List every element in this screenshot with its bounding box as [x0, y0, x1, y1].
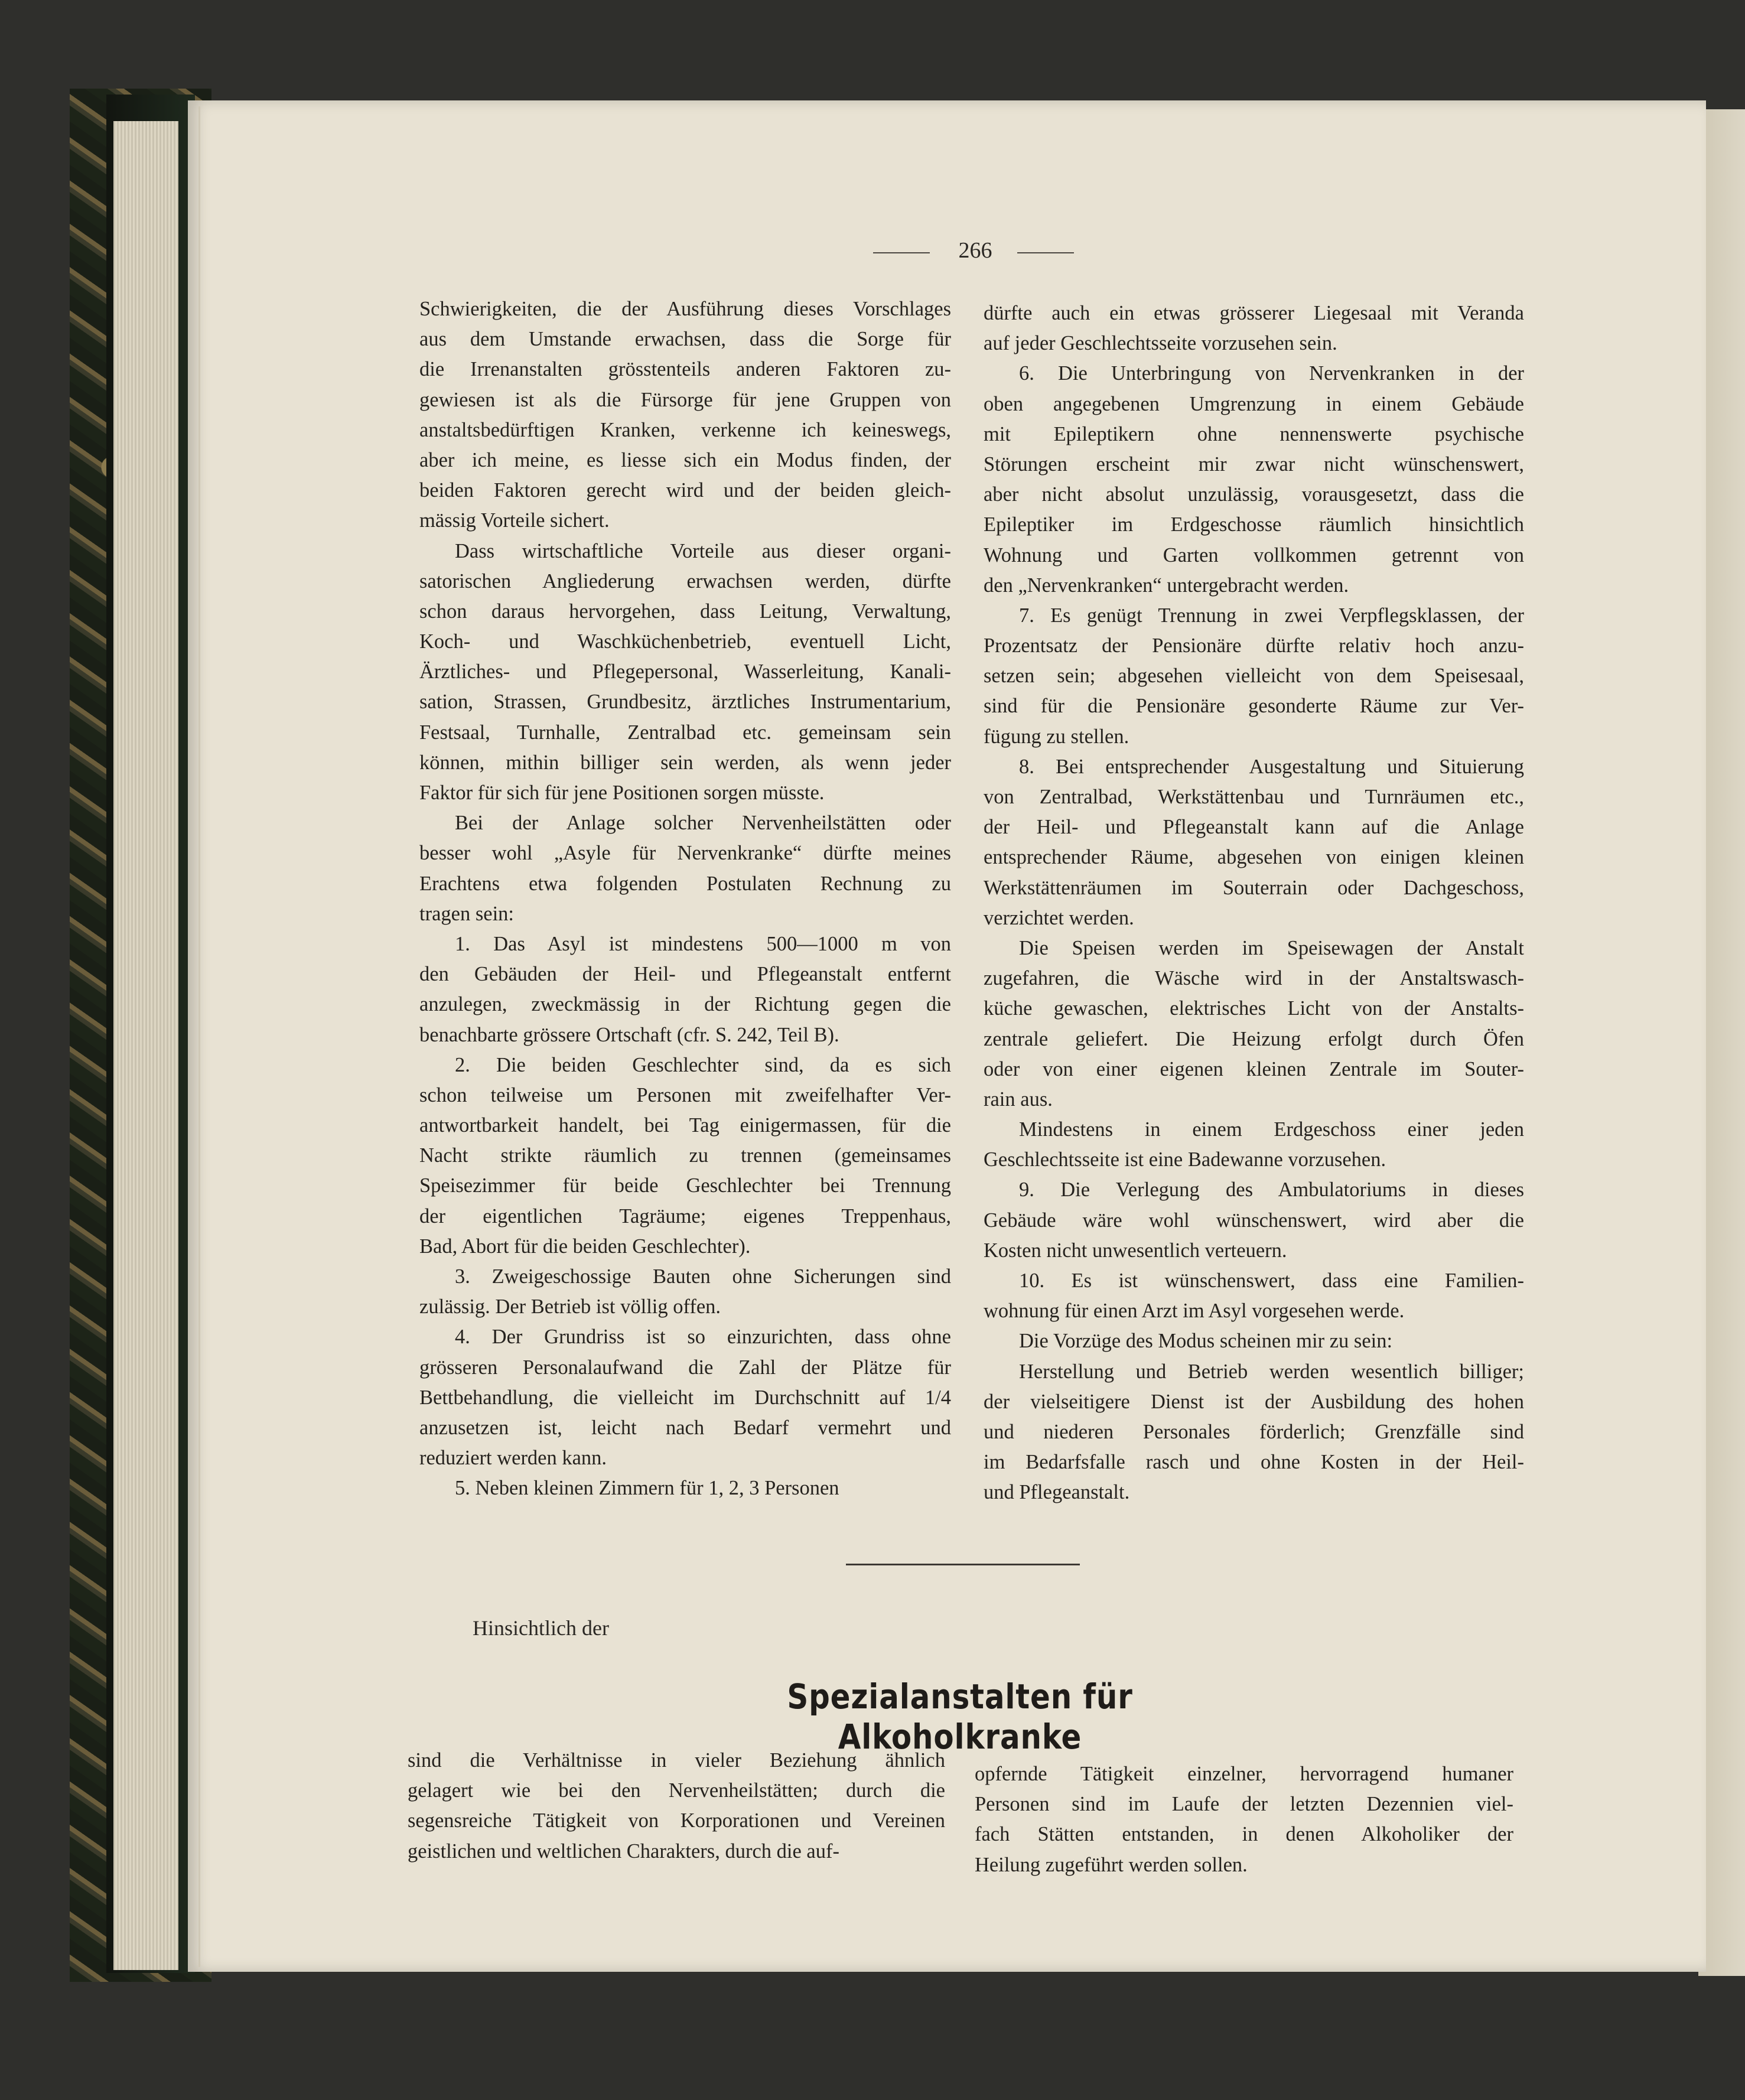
text-line: Erachtens etwa folgenden Postulaten Rechnung zu — [419, 872, 951, 895]
text-line: anzusetzen ist, leicht nach Bedarf vermehrt und — [419, 1416, 951, 1439]
text-line: gewiesen ist als die Fürsorge für jene Gruppen von — [419, 388, 951, 411]
text-line: Festsaal, Turnhalle, Zentralbad etc. gemeinsam sein — [419, 721, 951, 744]
text-line: satorischen Angliederung erwachsen werden, dürfte — [419, 569, 951, 592]
text-line: Geschlechtsseite ist eine Badewanne vorzusehen. — [984, 1148, 1386, 1171]
text-line: Bei der Anlage solcher Nervenheilstätten oder — [455, 812, 951, 835]
text-line: 7. Es genügt Trennung in zwei Verpflegsklassen, der — [1019, 604, 1524, 627]
section-heading: Spezialanstalten für Alkoholkranke — [787, 1676, 1133, 1757]
section-divider — [846, 1564, 1080, 1565]
text-line: sation, Strassen, Grundbesitz, ärztliches Instrumentarium, — [419, 691, 951, 714]
text-column-right — [984, 298, 1524, 1508]
text-line: besser wohl „Asyle für Nervenkranke“ dürfte meines — [419, 842, 951, 865]
text-line: grösseren Personalaufwand die Zahl der Plätze für — [419, 1356, 951, 1379]
text-line: segensreiche Tätigkeit von Korporationen und Vereinen — [408, 1809, 945, 1832]
text-column-left — [419, 294, 951, 1504]
page-number-rule-right — [1017, 252, 1074, 253]
text-line: Herstellung und Betrieb werden wesentlich billiger; — [1019, 1360, 1524, 1383]
text-line: der vielseitigere Dienst ist der Ausbildung des hohen — [984, 1390, 1524, 1413]
text-line: gelagert wie bei den Nervenheilstätten; durch die — [408, 1779, 945, 1802]
text-line: Nacht strikte räumlich zu trennen (gemeinsames — [419, 1144, 951, 1167]
text-line: 8. Bei entsprechender Ausgestaltung und Situierung — [1019, 755, 1524, 778]
page-number-rule-left — [873, 252, 930, 253]
text-line: im Bedarfsfalle rasch und ohne Kosten in der Heil- — [984, 1451, 1524, 1474]
page-stack-edge — [113, 121, 178, 1970]
text-line: aber ich meine, es liesse sich ein Modus finden, der — [419, 448, 951, 471]
text-line: Kosten nicht unwesentlich verteuern. — [984, 1239, 1287, 1262]
text-line: Schwierigkeiten, die der Ausführung dieses Vorschlages — [419, 298, 951, 320]
text-line: mit Epileptikern ohne nennenswerte psychische — [984, 422, 1524, 445]
text-line: beiden Faktoren gerecht wird und der beiden gleich- — [419, 479, 951, 502]
text-line: fach Stätten entstanden, in denen Alkoholiker der — [975, 1823, 1513, 1846]
text-line: 3. Zweigeschossige Bauten ohne Sicherungen sind — [455, 1265, 951, 1288]
text-line: zugefahren, die Wäsche wird in der Anstaltswasch- — [984, 967, 1524, 990]
text-line: Störungen erscheint mir zwar nicht wünschenswert, — [984, 452, 1524, 476]
text-column-left-lower — [408, 1746, 945, 1867]
text-line: wohnung für einen Arzt im Asyl vorgesehen werde. — [984, 1300, 1405, 1323]
text-line: 2. Die beiden Geschlechter sind, da es sich — [455, 1053, 951, 1076]
text-line: den Gebäuden der Heil- und Pflegeanstalt entfernt — [419, 963, 951, 986]
text-line: 9. Die Verlegung des Ambulatoriums in dieses — [1019, 1178, 1524, 1202]
text-line: 4. Der Grundriss ist so einzurichten, dass ohne — [455, 1326, 951, 1349]
text-line: geistlichen und weltlichen Charakters, durch die auf- — [408, 1839, 839, 1863]
text-line: 10. Es ist wünschenswert, dass eine Familien- — [1019, 1269, 1524, 1292]
text-line: Die Speisen werden im Speisewagen der Anstalt — [1019, 936, 1524, 959]
text-line: benachbarte grössere Ortschaft (cfr. S. 242, Teil B). — [419, 1023, 839, 1046]
text-line: den „Nervenkranken“ untergebracht werden. — [984, 574, 1349, 597]
text-line: tragen sein: — [419, 902, 514, 925]
text-line: aus dem Umstande erwachsen, dass die Sorge für — [419, 328, 951, 351]
text-line: Mindestens in einem Erdgeschoss einer jeden — [1019, 1118, 1524, 1141]
text-line: Bad, Abort für die beiden Geschlechter). — [419, 1235, 751, 1258]
text-line: opfernde Tätigkeit einzelner, hervorragend humaner — [975, 1763, 1513, 1785]
text-line: Prozentsatz der Pensionäre dürfte relativ hoch anzu- — [984, 634, 1524, 657]
text-line: dürfte auch ein etwas grösserer Liegesaal mit Veranda — [984, 302, 1524, 324]
text-line: 5. Neben kleinen Zimmern für 1, 2, 3 Personen — [455, 1477, 839, 1500]
page-number: 266 — [958, 238, 992, 263]
text-line: aber nicht absolut unzulässig, vorausgesetzt, dass die — [984, 483, 1524, 506]
text-line: Epileptiker im Erdgeschosse räumlich hinsichtlich — [984, 513, 1524, 536]
text-line: der eigentlichen Tagräume; eigenes Treppenhaus, — [419, 1204, 951, 1228]
text-line: schon daraus hervorgehen, dass Leitung, Verwaltung, — [419, 600, 951, 623]
text-column-right-lower — [975, 1759, 1513, 1880]
text-line: Faktor für sich für jene Positionen sorgen müsste. — [419, 782, 825, 804]
text-line: Gebäude wäre wohl wünschenswert, wird aber die — [984, 1209, 1524, 1232]
text-line: setzen sein; abgesehen vielleicht von dem Speisesaal, — [984, 665, 1524, 688]
text-line: reduziert werden kann. — [419, 1447, 607, 1470]
text-line: Wohnung und Garten vollkommen getrennt von — [984, 543, 1524, 566]
text-line: 6. Die Unterbringung von Nervenkranken in der — [1019, 362, 1524, 385]
text-line: auf jeder Geschlechtsseite vorzusehen sein. — [984, 332, 1337, 355]
text-line: die Irrenanstalten grösstenteils anderen Faktoren zu- — [419, 358, 951, 381]
text-line: sind für die Pensionäre gesonderte Räume zur Ver- — [984, 695, 1524, 718]
intro-text: Hinsichtlich der — [473, 1616, 609, 1640]
text-line: verzichtet werden. — [984, 906, 1134, 929]
text-line: Werkstättenräumen im Souterrain oder Dachgeschoss, — [984, 876, 1524, 899]
text-line: Die Vorzüge des Modus scheinen mir zu sein: — [1019, 1330, 1393, 1353]
text-line: schon teilweise um Personen mit zweifelhafter Ver- — [419, 1083, 951, 1106]
text-line: küche gewaschen, elektrisches Licht von der Anstalts- — [984, 997, 1524, 1020]
text-line: Dass wirtschaftliche Vorteile aus dieser organi- — [455, 539, 951, 562]
text-line: Bettbehandlung, die vielleicht im Durchschnitt auf 1/4 — [419, 1386, 951, 1409]
text-line: mässig Vorteile sichert. — [419, 509, 610, 532]
text-line: anstaltsbedürftigen Kranken, verkenne ich keineswegs, — [419, 418, 951, 441]
text-line: Personen sind im Laufe der letzten Dezennien viel- — [975, 1793, 1513, 1816]
text-line: Speisezimmer für beide Geschlechter bei Trennung — [419, 1174, 951, 1197]
text-line: können, mithin billiger sein werden, als wenn jeder — [419, 751, 951, 774]
text-line: zulässig. Der Betrieb ist völlig offen. — [419, 1295, 721, 1318]
text-line: sind die Verhältnisse in vieler Beziehung ähnlich — [408, 1749, 945, 1772]
text-line: rain aus. — [984, 1088, 1053, 1111]
text-line: oder von einer eigenen kleinen Zentrale im Souter- — [984, 1057, 1524, 1080]
text-line: zentrale geliefert. Die Heizung erfolgt durch Öfen — [984, 1027, 1524, 1050]
text-line: und Pflegeanstalt. — [984, 1481, 1130, 1504]
text-line: der Heil- und Pflegeanstalt kann auf die Anlage — [984, 816, 1524, 839]
text-line: Koch- und Waschküchenbetrieb, eventuell Licht, — [419, 630, 951, 653]
text-line: und niederen Personales förderlich; Grenzfälle sind — [984, 1420, 1524, 1443]
text-line: 1. Das Asyl ist mindestens 500—1000 m von — [455, 932, 951, 955]
text-line: entsprechender Räume, abgesehen von einigen kleinen — [984, 846, 1524, 869]
text-line: anzulegen, zweckmässig in der Richtung gegen die — [419, 993, 951, 1016]
text-line: antwortbarkeit handelt, bei Tag einigermassen, für die — [419, 1114, 951, 1137]
text-line: von Zentralbad, Werkstättenbau und Turnräumen etc., — [984, 786, 1524, 808]
text-line: Heilung zugeführt werden sollen. — [975, 1853, 1248, 1876]
text-line: oben angegebenen Umgrenzung in einem Gebäude — [984, 392, 1524, 415]
text-line: fügung zu stellen. — [984, 725, 1129, 748]
text-line: Ärztliches- und Pflegepersonal, Wasserleitung, Kanali- — [419, 660, 951, 683]
